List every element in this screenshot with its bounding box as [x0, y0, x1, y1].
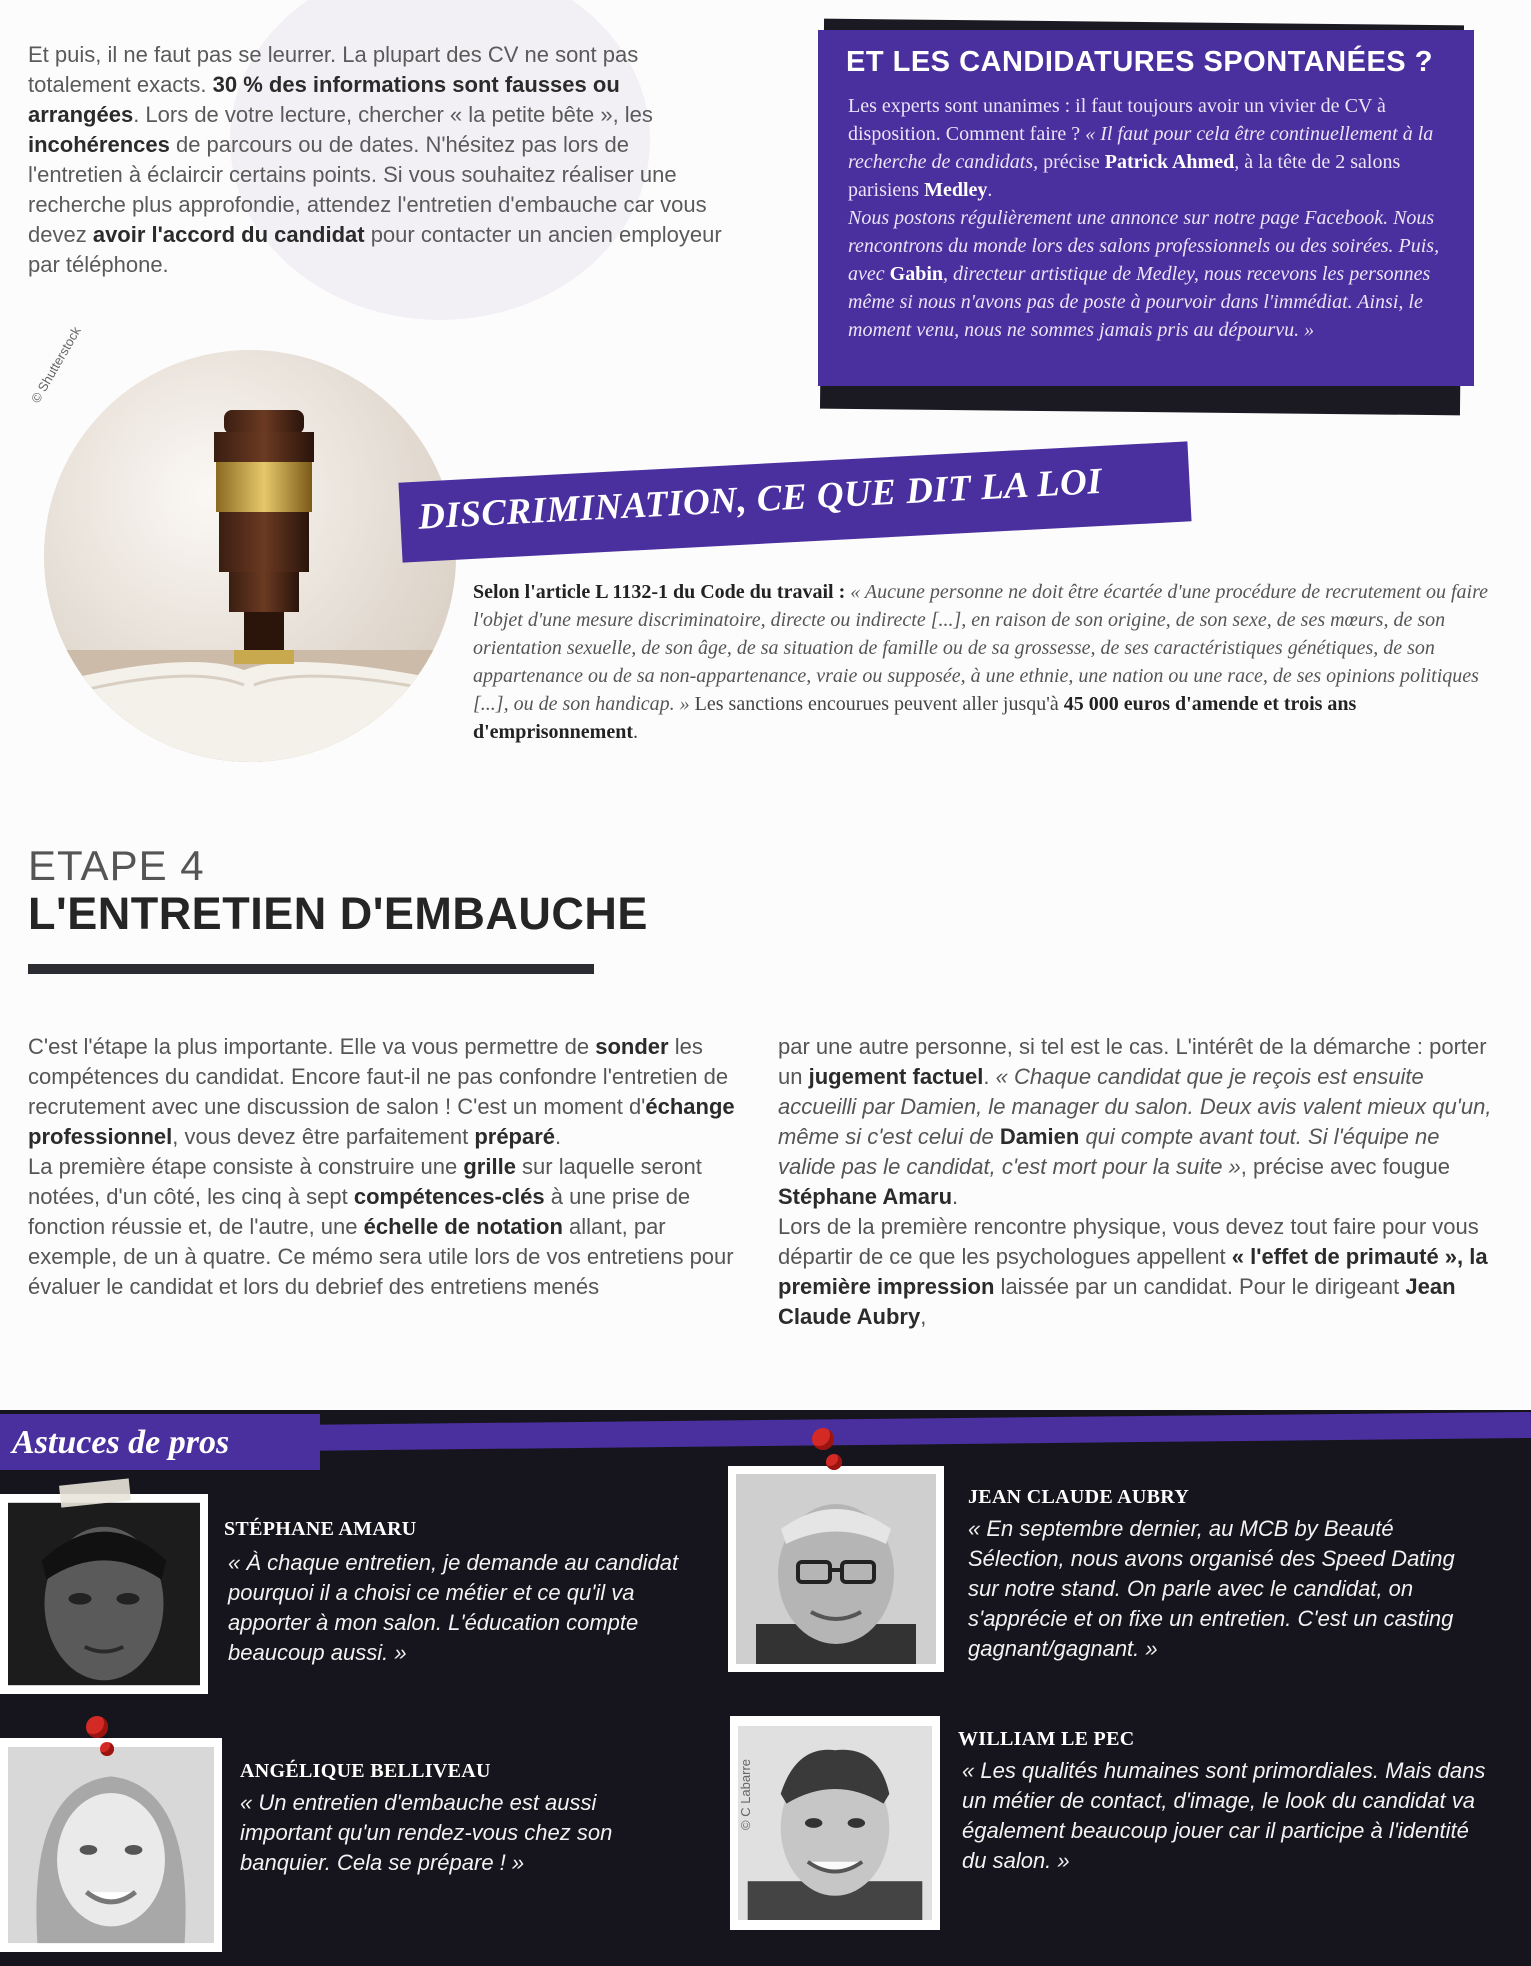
portrait-angelique-belliveau [0, 1738, 222, 1952]
portrait-man-2-icon [736, 1474, 936, 1664]
portrait-jean-claude-aubry [728, 1466, 944, 1672]
person-name: JEAN CLAUDE AUBRY [968, 1486, 1190, 1508]
portrait-william-le-pec [730, 1716, 940, 1930]
gavel-image [44, 350, 456, 762]
portrait-man-3-icon [738, 1724, 932, 1922]
spontaneous-text: Les experts sont unanimes : il faut toujours avoir un vivier de CV à disposition. Comment faire ? « Il faut pour cela être continuellement à la recherche de candidats, précise Patrick Ahmed, à la tête de 2 salons parisiens Medley. Nous postons régulièrement une annonce sur notre page Facebook. Nous rencontrons du monde lors des salons professionnels ou des soirées. Puis, avec Gabin, directeur artistique de Medley, nous recevons les personnes même si nous n'avons pas de poste à pourvoir dans l'immédiat. Ainsi, le moment venu, nous ne sommes jamais pris au dépourvu. » [848, 95, 1440, 341]
person-name: STÉPHANE AMARU [224, 1518, 417, 1540]
photo-credit: © C Labarre [738, 1759, 753, 1830]
step-label: ETAPE 4 [28, 842, 205, 889]
person-name: WILLIAM LE PEC [958, 1728, 1135, 1750]
person-quote: « En septembre dernier, au MCB by Beauté Sélection, nous avons organisé des Speed Dating sur notre stand. On parle avec le candidat, on s'apprécie et on fixe un entretien. C'est un casting gagnant/gagnant. » [968, 1516, 1455, 1661]
person-quote: « Un entretien d'embauche est aussi important qu'un rendez-vous chez son banquier. Cela se prépare ! » [240, 1790, 613, 1875]
tips-title-banner [0, 1414, 320, 1470]
intro-paragraph: Et puis, il ne faut pas se leurrer. La plupart des CV ne sont pas totalement exacts. 30 % des informations sont fausses ou arrangées. Lors de votre lecture, chercher « la petite bête », les incohérences de parcours ou de dates. N'hésitez pas lors de l'entretien à éclaircir certains points. Si vous souhaitez réaliser une recherche plus approfondie, attendez l'entretien d'embauche car vous devez avoir l'accord du candidat pour contacter un ancien employeur par téléphone. [28, 42, 722, 277]
portrait-man-1-icon [8, 1502, 200, 1686]
discrimination-title: DISCRIMINATION, CE QUE DIT LA LOI [417, 460, 1104, 538]
column-2-text: par une autre personne, si tel est le cas. L'intérêt de la démarche : porter un jugement factuel. « Chaque candidat que je reçois est ensuite accueilli par Damien, le manager du salon. Deux avis valent mieux qu'un, même si c'est celui de Damien qui compte avant tout. Si l'équipe ne valide pas le candidat, c'est mort pour la suite », précise avec fougue Stéphane Amaru. Lors de la première rencontre physique, vous devez tout faire pour vous départir de ce que les psychologues appellent « l'effet de primauté », la première impression laissée par un candidat. Pour le dirigeant Jean Claude Aubry, [778, 1034, 1492, 1329]
person-quote: « À chaque entretien, je demande au candidat pourquoi il a choisi ce métier et ce qu'il va apporter à mon salon. L'éducation compte beaucoup aussi. » [228, 1550, 679, 1665]
step-title: L'ENTRETIEN D'EMBAUCHE [28, 888, 648, 939]
image-credit: © Shutterstock [28, 323, 84, 406]
portrait-woman-icon [8, 1746, 214, 1944]
spontaneous-box [818, 30, 1474, 386]
spontaneous-title: ET LES CANDIDATURES SPONTANÉES ? [846, 46, 1433, 78]
pushpin-icon [812, 1428, 834, 1450]
pushpin-icon [826, 1454, 842, 1470]
person-quote: « Les qualités humaines sont primordiales. Mais dans un métier de contact, d'image, le look du candidat va également beaucoup jouer car il participe à l'identité du salon. » [962, 1758, 1486, 1873]
pushpin-icon [86, 1716, 108, 1738]
discrimination-text: Selon l'article L 1132-1 du Code du travail : « Aucune personne ne doit être écartée d'une procédure de recrutement ou faire l'objet d'une mesure discriminatoire, directe ou indirecte [...], en raison de son origine, de son sexe, de ses mœurs, de son orientation sexuelle, de son âge, de sa situation de famille ou de sa grossesse, de ses caractéristiques génétiques, de son appartenance ou de sa non-appartenance, vraie ou supposée, à une ethnie, une nation ou une race, de ses opinions politiques [...], ou de son handicap. » Les sanctions encourues peuvent aller jusqu'à 45 000 euros d'amende et trois ans d'emprisonnement. [473, 581, 1489, 743]
discrimination-title-banner [398, 441, 1191, 562]
column-1-text: C'est l'étape la plus importante. Elle va vous permettre de sonder les compétences du candidat. Encore faut-il ne pas confondre l'entretien de recrutement avec une discussion de salon ! C'est un moment d'échange professionnel, vous devez être parfaitement préparé. La première étape consiste à construire une grille sur laquelle seront notées, d'un côté, les cinq à sept compétences-clés à une prise de fonction réussie et, de l'autre, une échelle de notation allant, par exemple, de un à quatre. Ce mémo sera utile lors de vos entretiens pour évaluer le candidat et lors du debrief des entretiens menés [28, 1034, 735, 1299]
pushpin-icon [100, 1742, 114, 1756]
person-name: ANGÉLIQUE BELLIVEAU [240, 1760, 491, 1782]
portrait-stephane-amaru [0, 1494, 208, 1694]
title-underline [28, 964, 594, 974]
tips-title: Astuces de pros [12, 1424, 230, 1461]
